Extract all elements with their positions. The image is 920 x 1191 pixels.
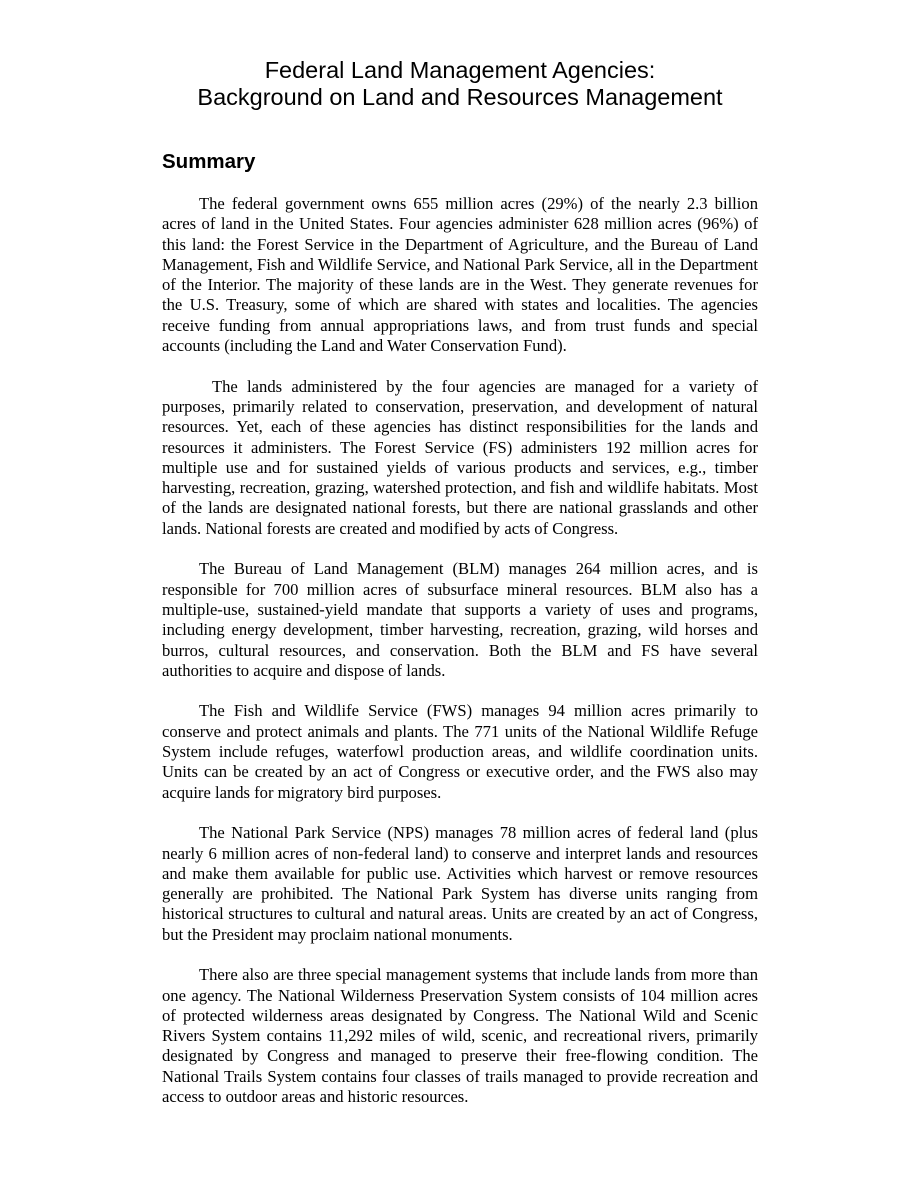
paragraph-fws: The Fish and Wildlife Service (FWS) manages 94 million acres primarily to conserve and protect animals and plants. The 771 units of the National Wildlife Refuge System include refuges, waterfowl production areas, and wildlife coordination units. Units can be created by an act of Congress or executive order, and the FWS also may acquire lands for migratory bird purposes. (162, 701, 758, 802)
document-title-line-1: Federal Land Management Agencies: (264, 57, 656, 83)
paragraph-blm: The Bureau of Land Management (BLM) manages 264 million acres, and is responsible for 700 million acres of subsurface mineral resources. BLM also has a multiple-use, sustained-yield mandate that supports a variety of uses and programs, including energy development, timber harvesting, recreation, grazing, wild horses and burros, cultural resources, and conservation. Both the BLM and FS have several authorities to acquire and dispose of lands. (162, 559, 758, 680)
document-title-line-2: Background on Land and Resources Management (197, 84, 723, 110)
paragraph-federal-ownership: The federal government owns 655 million acres (29%) of the nearly 2.3 billion acres of land in the United States. Four agencies administer 628 million acres (96%) of this land: the Forest Service in the Department of Agriculture, and the Bureau of Land Management, Fish and Wildlife Service, and National Park Service, all in the Department of the Interior. The majority of these lands are in the West. They generate revenues for the U.S. Treasury, some of which are shared with states and localities. The agencies receive funding from annual appropriations laws, and from trust funds and special accounts (including the Land and Water Conservation Fund). (162, 194, 758, 356)
paragraph-special-systems: There also are three special management systems that include lands from more than one agency. The National Wilderness Preservation System consists of 104 million acres of protected wilderness areas designated by Congress. The National Wild and Scenic Rivers System contains 11,292 miles of wild, scenic, and recreational rivers, primarily designated by Congress and managed to preserve their free-flowing condition. The National Trails System contains four classes of trails managed to provide recreation and access to outdoor areas and historic resources. (162, 965, 758, 1107)
paragraph-agency-purposes: The lands administered by the four agencies are managed for a variety of purposes, primarily related to conservation, preservation, and development of natural resources. Yet, each of these agencies has distinct responsibilities for the lands and resources it administers. The Forest Service (FS) administers 192 million acres for multiple use and for sustained yields of various products and services, e.g., timber harvesting, recreation, grazing, watershed protection, and fish and wildlife habitats. Most of the lands are designated national forests, but there are national grasslands and other lands. National forests are created and modified by acts of Congress. (162, 376, 758, 538)
summary-body (162, 194, 758, 1128)
section-heading-summary: Summary (162, 150, 256, 173)
paragraph-nps: The National Park Service (NPS) manages 78 million acres of federal land (plus nearly 6 million acres of non-federal land) to conserve and interpret lands and resources and make them available for public use. Activities which harvest or remove resources generally are prohibited. The National Park System has diverse units ranging from historical structures to cultural and natural areas. Units are created by an act of Congress, but the President may proclaim national monuments. (162, 823, 758, 944)
